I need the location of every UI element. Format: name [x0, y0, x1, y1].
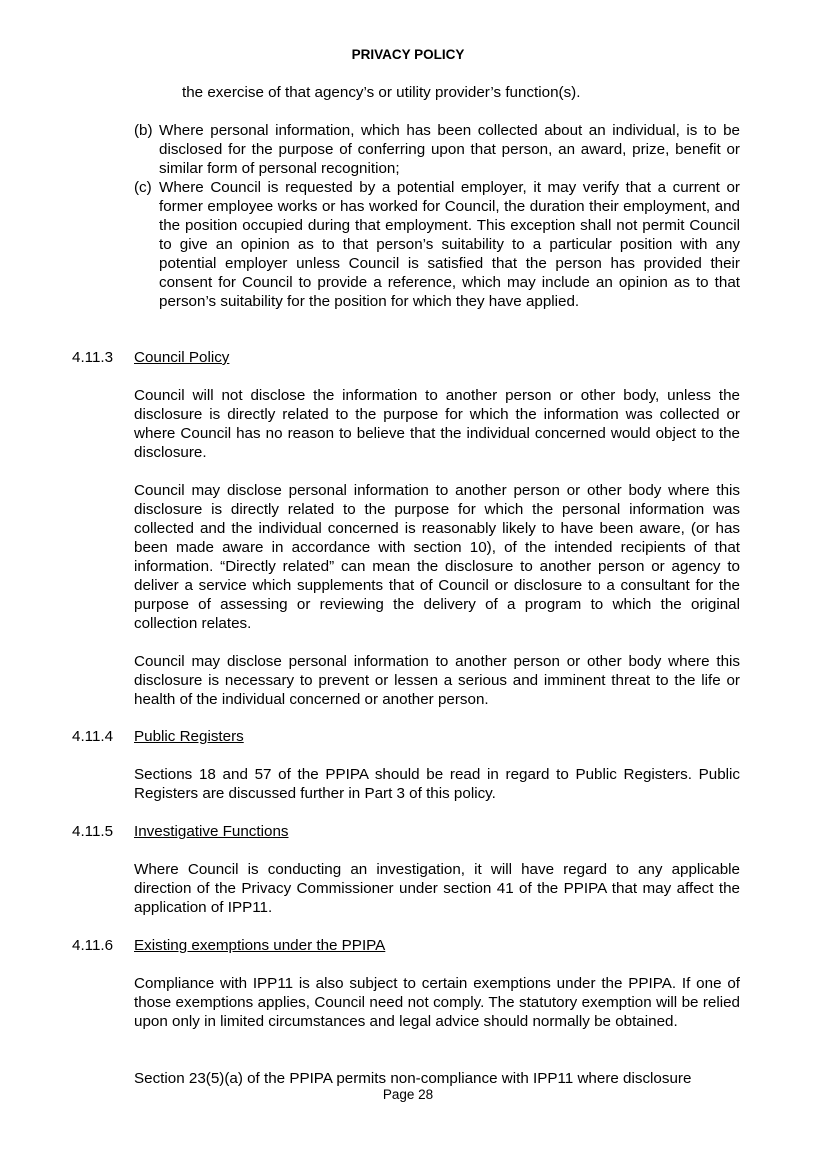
continuation-text: the exercise of that agency’s or utility provider’s function(s).: [182, 84, 581, 101]
section-title: Council Policy: [134, 349, 230, 366]
list-marker: (b): [134, 122, 153, 139]
list-marker: (c): [134, 179, 152, 196]
paragraph: Compliance with IPP11 is also subject to certain exemptions under the PPIPA. If one of those exemptions applies, Council need not comply. The statutory exemption will be relied upon only in limited circumstances and legal advice should normally be obtained.: [134, 975, 740, 1030]
paragraph: Council may disclose personal information to another person or other body where this disclosure is necessary to prevent or lessen a serious and imminent threat to the life or health of the individual concerned or another person.: [134, 653, 740, 708]
list-item-b: [134, 121, 740, 178]
section-title: Public Registers: [134, 728, 244, 745]
paragraph: Where Council is conducting an investigation, it will have regard to any applicable direction of the Privacy Commissioner under section 41 of the PPIPA that may affect the application of IPP11.: [134, 861, 740, 916]
paragraph: Section 23(5)(a) of the PPIPA permits non-compliance with IPP11 where disclosure: [134, 1070, 692, 1087]
list-item-text: Where Council is requested by a potential employer, it may verify that a current or former employee works or has worked for Council, the duration their employment, and the position occupied during that employment. This exception shall not permit Council to give an opinion as to that person’s suitability to a particular position with any potential employer unless Council is satisfied that the person has provided their consent for Council to provide a reference, which may include an opinion as to that person’s suitability for the position for which they have applied.: [159, 179, 740, 310]
page-number: Page 28: [382, 1087, 434, 1102]
section-number: 4.11.6: [72, 937, 114, 954]
section-title: Investigative Functions: [134, 823, 289, 840]
list-item-c: [134, 178, 740, 311]
paragraph: Sections 18 and 57 of the PPIPA should be read in regard to Public Registers. Public Registers are discussed further in Part 3 of this policy.: [134, 766, 740, 802]
section-title: Existing exemptions under the PPIPA: [134, 937, 386, 954]
page-header-title: PRIVACY POLICY: [351, 47, 465, 62]
list-item-text: Where personal information, which has been collected about an individual, is to be disclosed for the purpose of conferring upon that person, an award, prize, benefit or similar form of personal recognition;: [159, 122, 740, 177]
section-number: 4.11.4: [72, 728, 114, 745]
section-number: 4.11.3: [72, 349, 114, 366]
paragraph: Council will not disclose the information to another person or other body, unless the disclosure is directly related to the purpose for which the information was collected or where Council has no reason to believe that the individual concerned would object to the disclosure.: [134, 387, 740, 461]
paragraph: Council may disclose personal information to another person or other body where this disclosure is directly related to the purpose for which the personal information was collected and the individual concerned is reasonably likely to have been aware, (or has been made aware in accordance with section 10), of the intended recipients of that information. “Directly related” can mean the disclosure to another person or agency to deliver a service which supplements that of Council or disclosure to a consultant for the purpose of assessing or reviewing the delivery of a program to which the original collection relates.: [134, 482, 740, 632]
section-number: 4.11.5: [72, 823, 114, 840]
